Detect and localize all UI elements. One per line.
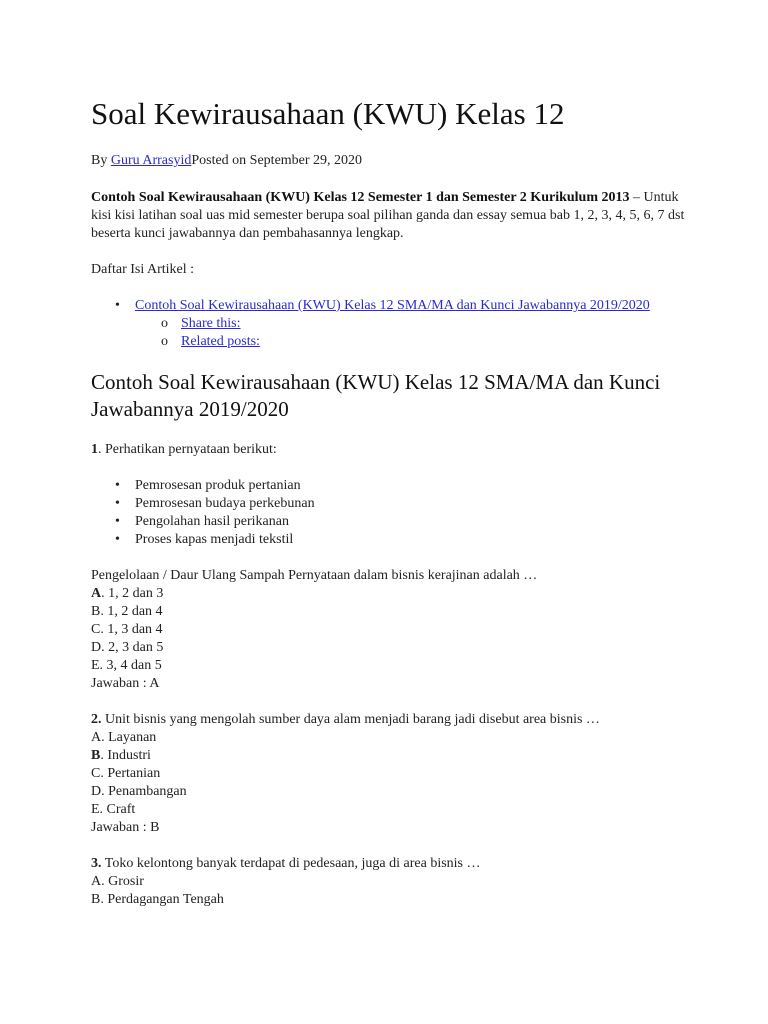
posted-date: Posted on September 29, 2020 <box>191 153 363 168</box>
option-text: . 1, 2 dan 3 <box>101 586 164 601</box>
list-item: • Pemrosesan produk pertanian <box>135 477 691 495</box>
question-line <box>91 855 691 873</box>
question-2 <box>91 711 691 837</box>
section-heading: Contoh Soal Kewirausahaan (KWU) Kelas 12 SMA/MA dan Kunci Jawabannya 2019/2020 <box>91 370 661 421</box>
question-text: Toko kelontong banyak terdapat di pedesaan, juga di area bisnis … <box>101 856 481 871</box>
option-e: E. Craft <box>91 802 136 817</box>
toc-label: Daftar Isi Artikel : <box>91 262 195 277</box>
question-1 <box>91 441 691 459</box>
option-c: C. Pertanian <box>91 766 161 781</box>
option-b: B. Perdagangan Tengah <box>91 892 224 907</box>
author-link[interactable]: Guru Arrasyid <box>110 153 192 168</box>
option-d: D. 2, 3 dan 5 <box>91 640 164 655</box>
option-d: D. Penambangan <box>91 784 187 799</box>
question-text: . Perhatikan pernyataan berikut: <box>98 442 277 457</box>
question-line <box>91 711 691 729</box>
question-3 <box>91 855 691 909</box>
toc-item <box>135 297 691 351</box>
toc-sublist <box>135 315 691 351</box>
option-e: E. 3, 4 dan 5 <box>91 658 162 673</box>
option-letter: B <box>91 748 101 763</box>
answer: Jawaban : B <box>91 820 160 835</box>
option-c: C. 1, 3 dan 4 <box>91 622 163 637</box>
list-item: • Proses kapas menjadi tekstil <box>135 531 691 549</box>
question-number: 2. <box>91 712 102 727</box>
option-a: A. Layanan <box>91 730 157 745</box>
answer: Jawaban : A <box>91 676 160 691</box>
toc-subitem <box>181 315 691 333</box>
option-b: B. 1, 2 dan 4 <box>91 604 163 619</box>
option-text: . Industri <box>100 748 151 763</box>
question-text: Unit bisnis yang mengolah sumber daya alam menjadi barang jadi disebut area bisnis … <box>101 712 600 727</box>
list-item: • Pengolahan hasil perikanan <box>135 513 691 531</box>
toc-link-share[interactable]: Share this: <box>181 316 241 331</box>
question-1-options <box>91 567 691 693</box>
list-item: • Pemrosesan budaya perkebunan <box>135 495 691 513</box>
option-a <box>91 585 691 603</box>
intro-bold: Contoh Soal Kewirausahaan (KWU) Kelas 12 Semester 1 dan Semester 2 Kurikulum 2013 <box>91 190 630 205</box>
option-b <box>91 747 691 765</box>
table-of-contents <box>91 297 691 351</box>
toc-subitem <box>181 333 691 351</box>
toc-link-related[interactable]: Related posts: <box>181 334 260 349</box>
statement-list <box>91 477 691 549</box>
intro-rest: – Untuk kisi kisi latihan soal uas mid semester berupa soal pilihan ganda dan essay semua bab 1, 2, 3, 4, 5, 6, 7 dst beserta kunci jawabannya dan pembahasannya lengkap. <box>91 190 685 241</box>
byline-by: By <box>91 153 111 168</box>
question-number: 3. <box>91 856 102 871</box>
question-prompt: Pengelolaan / Daur Ulang Sampah Pernyataan dalam bisnis kerajinan adalah … <box>91 568 538 583</box>
question-number: 1 <box>91 442 98 457</box>
option-a: A. Grosir <box>91 874 144 889</box>
option-letter: A <box>91 586 102 601</box>
page-title: Soal Kewirausahaan (KWU) Kelas 12 <box>91 96 565 131</box>
intro-paragraph <box>91 189 691 243</box>
toc-link-main[interactable]: Contoh Soal Kewirausahaan (KWU) Kelas 12 SMA/MA dan Kunci Jawabannya 2019/2020 <box>135 298 650 313</box>
byline <box>91 152 691 170</box>
